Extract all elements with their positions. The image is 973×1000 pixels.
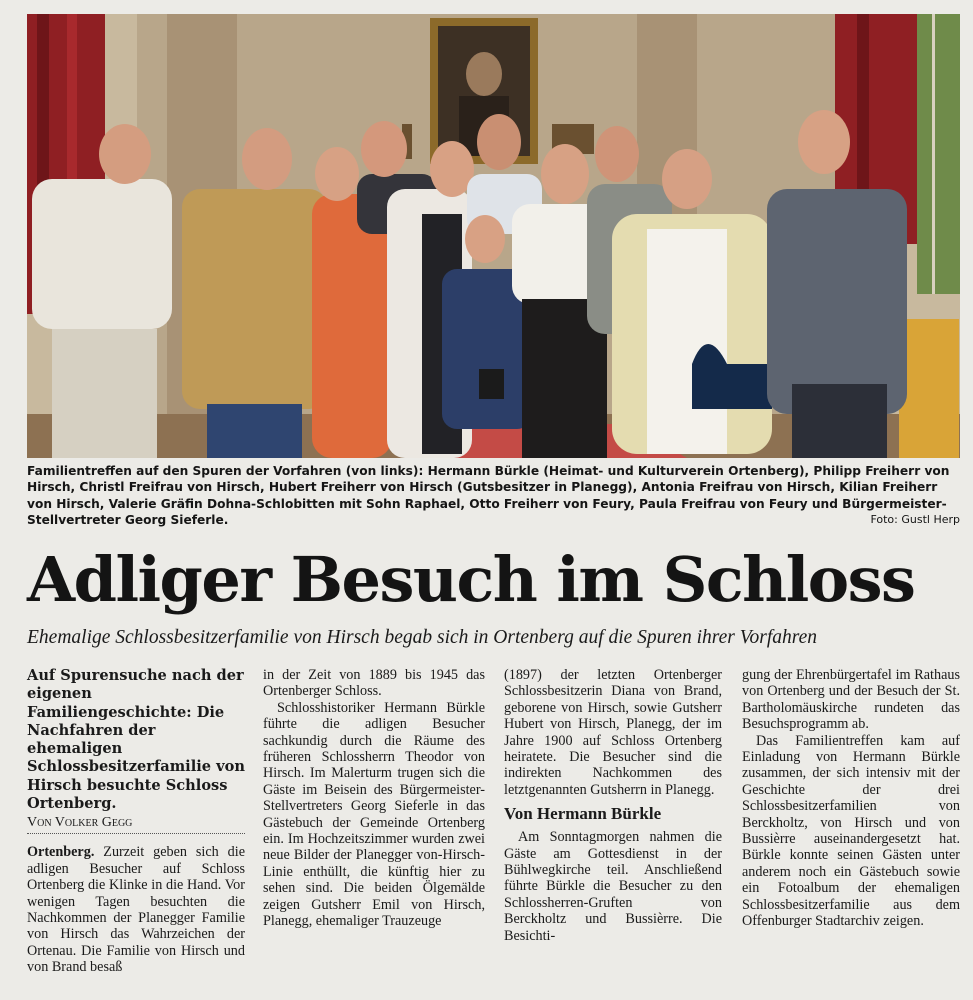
dateline: Ortenberg. <box>27 844 95 861</box>
paragraph-2: Schlosshistoriker Hermann Bürkle führte die adligen Besucher sachkundig durch die Räume des früheren Schlossherrn Theodor von Hirsch. Im Malerturm trugen sich die Gäste im Beisein des Bürgermeister-Stellvertreters Georg Sieferle in das Gästebuch der Gemeinde Ortenberg ein. Im Hochzeitszimmer wurden zwei neue Bilder der Planegger von-Hirsch-Linie enthüllt, die künftig hier zu sehen sind. Die beiden Ölgemälde zeigen Gutsherr Emil von Hirsch, Planegg, ehemaliger Trauzeuge <box>263 699 485 930</box>
caption-text: Familientreffen auf den Spuren der Vorfahren (von links): Hermann Bürkle (Heimat- und Kulturverein Ortenberg), Philipp Freiherr von Hirsch, Christl Freifrau von Hirsch, Hubert Freiherr von Hirsch (Gutsbesitzer in Planegg), Antonia Freifrau von Hirsch, Kilian Freiherr von Hirsch, Valerie Gräfin Dohna-Schlobitten mit Sohn Raphael, Otto Freiherr von Feury, Paula Freifrau von Feury und Bürgermeister-Stellvertreter Georg Sieferle. <box>27 464 950 528</box>
paragraph-1 <box>27 844 245 975</box>
article-subheadline: Ehemalige Schlossbesitzerfamilie von Hirsch begab sich in Ortenberg auf die Spuren ihrer Vorfahren <box>27 627 818 648</box>
paragraph-5: Das Familientreffen kam auf Einladung von Hermann Bürkle zusammen, der sich intensiv mit der Geschichte der drei Schlossbesitzerfamilien von Berckholtz, von Hirsch und von Bussièrre auseinandergesetzt hat. Bürkle konnte seinen Gästen unter anderem noch ein Gästebuch sowie ein Fotoalbum der ehemaligen Schlossbesitzerfamilie aus dem Offenburger Stadtarchiv zeigen. <box>742 732 960 930</box>
paragraph-4-continued: gung der Ehrenbürgertafel im Rathaus von Ortenberg und der Besuch der St. Bartholomäuskirche rundeten das Besuchsprogramm ab. <box>742 667 960 733</box>
group-photo-icon <box>27 14 960 458</box>
paragraph-4: Am Sonntagmorgen nahmen die Gäste am Gottesdienst in der Bühlwegkirche teil. Anschließend führte Bürkle die Besucher zu den Schlossherren-Gruften von Berckholtz und Bussièrre. Die Besichti- <box>504 829 722 944</box>
paragraph-1-text: Zurzeit geben sich die adligen Besucher auf Schloss Ortenberg die Klinke in die Hand. Vor wenigen Tagen besuchten die Nachkommen der Planegger Familie von Hirsch das Wahrzeichen der Ortenau. Die Familie von Hirsch und von Brand besaß <box>27 844 245 976</box>
photo-credit: Foto: Gustl Herp <box>870 513 960 527</box>
column-3 <box>504 667 722 944</box>
section-subheading: Von Hermann Bürkle <box>504 804 662 824</box>
article-headline: Adliger Besuch im Schloss <box>27 543 915 616</box>
byline: Von Volker Gegg <box>27 814 245 834</box>
paragraph-3: (1897) der letzten Ortenberger Schlossbesitzerin Diana von Brand, geborene von Hirsch, sowie Gutsherr Hubert von Hirsch, Planegg, der im Jahre 1900 auf Schloss Ortenberg heiratete. Die Besucher sind die indirekten Nachkommen des letztgenannten Gutsherrn in Planegg. <box>504 667 722 798</box>
column-1 <box>27 667 245 976</box>
column-4 <box>742 667 960 930</box>
group-photo <box>27 14 960 458</box>
article-intro: Auf Spurensuche nach der eigenen Familiengeschichte: Die Nachfahren der ehemaligen Schlossbesitzerfamilie von Hirsch besuchte Schloss Ortenberg. <box>27 667 245 813</box>
photo-caption <box>27 463 960 529</box>
paragraph-1-continued: in der Zeit von 1889 bis 1945 das Ortenberger Schloss. <box>263 667 485 700</box>
column-2 <box>263 667 485 930</box>
